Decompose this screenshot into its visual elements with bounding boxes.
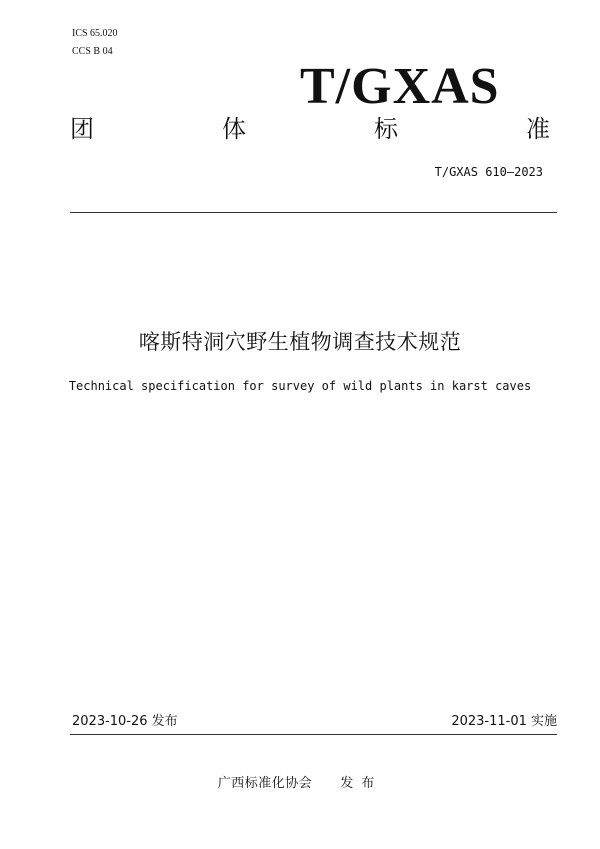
- standard-type-char-2: 体: [222, 115, 246, 143]
- ccs-code: CCS B 04: [72, 46, 113, 57]
- footer-divider: [70, 734, 557, 735]
- standard-logo: T/GXAS: [300, 58, 500, 115]
- standard-number: T/GXAS 610—2023: [434, 165, 543, 179]
- standard-type-heading: [70, 114, 550, 144]
- standard-type-char-4: 准: [526, 115, 550, 143]
- publisher-action: 发布: [340, 776, 383, 791]
- header-divider: [70, 212, 557, 213]
- publisher-organization: 广西标准化协会: [217, 776, 313, 791]
- issue-date: 2023-10-26 发布: [72, 714, 178, 729]
- standard-type-char-1: 团: [70, 115, 94, 143]
- ics-code: ICS 65.020: [72, 28, 118, 39]
- title-chinese: 喀斯特洞穴野生植物调查技术规范: [138, 330, 462, 354]
- standard-type-char-3: 标: [374, 115, 398, 143]
- publisher-line: [0, 775, 600, 793]
- implementation-date: 2023-11-01 实施: [451, 714, 557, 729]
- title-english: Technical specification for survey of wild plants in karst caves: [68, 379, 532, 393]
